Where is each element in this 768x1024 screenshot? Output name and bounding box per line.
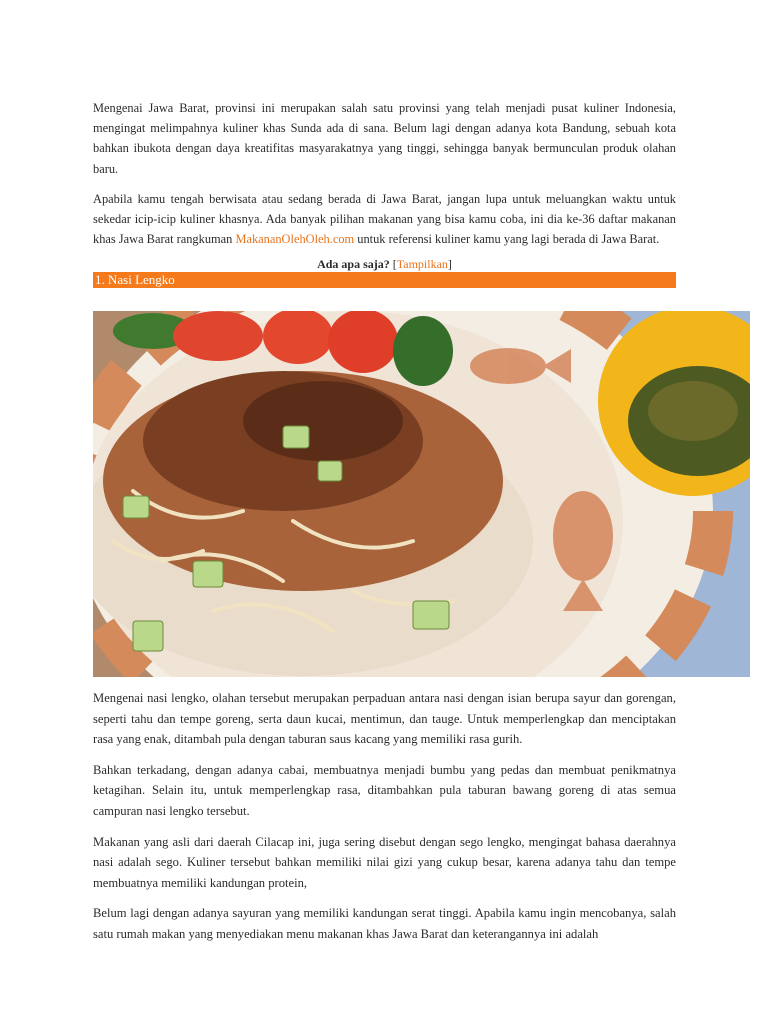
toc-open-bracket: [	[389, 257, 397, 272]
body-paragraph-3: Makanan yang asli dari daerah Cilacap ini, juga sering disebut dengan sego lengko, mengingat bahasa daerahnya nasi adalah sego. Kuliner tersebut bahkan memiliki nilai gizi yang cukup besar, karena adanya tahu dan tempe membuatnya memiliki kandungan protein,	[93, 834, 676, 890]
intro-paragraph-2	[93, 189, 676, 250]
toc-title: Ada apa saja?	[317, 257, 390, 272]
intro-paragraph-1: Mengenai Jawa Barat, provinsi ini merupakan salah satu provinsi yang telah menjadi pusat kuliner Indonesia, mengingat melimpahnya kuliner khas Sunda ada di sana. Belum lagi dengan adanya kota Bandung, sebuah kota bahkan ibukota dengan daya kreatifitas masyarakatnya yang tinggi, sehingga banyak bermunculan produk olahan baru.	[93, 101, 676, 176]
source-link[interactable]: MakananOlehOleh.com	[235, 232, 355, 247]
body-paragraph-4: Belum lagi dengan adanya sayuran yang memiliki kandungan serat tinggi. Apabila kamu ingin mencobanya, salah satu rumah makan yang menyediakan menu makanan khas Jawa Barat dan keterangannya ini adalah	[93, 906, 676, 941]
intro-paragraph-2-text-a: Apabila kamu tengah berwisata atau sedang berada di Jawa Barat, jangan lupa untuk meluangkan waktu untuk sekedar icip-icip kuliner khasnya. Ada banyak pilihan makanan yang bisa kamu coba, ini dia ke-36 daftar makanan khas Jawa Barat rangkuman	[93, 191, 676, 247]
article-intro	[93, 98, 676, 288]
nasi-lengko-photo	[93, 311, 750, 677]
body-paragraph-2: Bahkan terkadang, dengan adanya cabai, membuatnya menjadi bumbu yang pedas dan membuat penikmatnya ketagihan. Selain itu, untuk memperlengkap rasa, ditambahkan pula taburan bawang goreng di atas semua campuran nasi lengko tersebut.	[93, 762, 676, 818]
table-of-contents	[93, 257, 676, 271]
section-body	[93, 688, 676, 955]
section-heading: 1. Nasi Lengko	[93, 272, 676, 288]
intro-paragraph-2-text-b: untuk referensi kuliner kamu yang lagi berada di Jawa Barat.	[354, 232, 660, 247]
body-paragraph-1: Mengenai nasi lengko, olahan tersebut merupakan perpaduan antara nasi dengan isian berupa sayur dan gorengan, seperti tahu dan tempe goreng, serta daun kucai, mentimun, dan tauge. Untuk memperlengkap dan menciptakan rasa yang enak, ditambah pula dengan taburan saus kacang yang memiliki rasa gurih.	[93, 691, 676, 747]
toc-close-bracket: ]	[447, 257, 452, 272]
toc-toggle-link[interactable]: Tampilkan	[396, 257, 448, 272]
